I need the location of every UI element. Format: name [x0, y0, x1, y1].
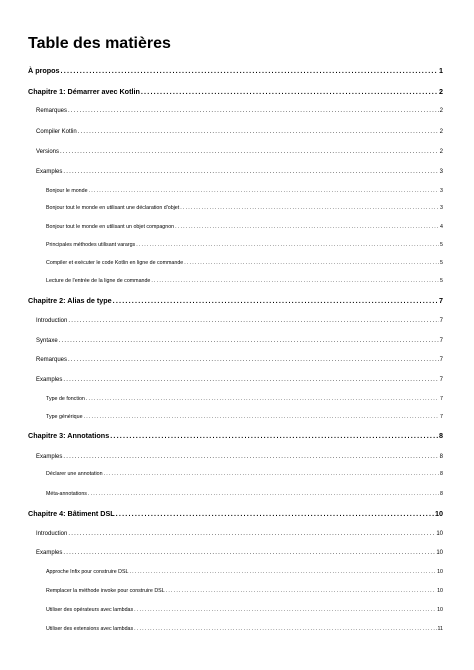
toc-page-number: 8 [440, 491, 443, 497]
toc-entry[interactable] [0, 236, 474, 248]
toc-page-number: 5 [440, 260, 443, 266]
toc-entry-label: Examples [36, 454, 63, 460]
toc-entry[interactable] [0, 390, 474, 402]
toc-entry-label: Principales méthodes utilisant varargs [46, 242, 136, 248]
toc-leader-dots [184, 260, 439, 266]
toc-entry-label: Versions [36, 149, 60, 155]
toc-leader-dots [68, 318, 438, 324]
toc-entry[interactable] [0, 563, 474, 575]
toc-page-number: 5 [440, 278, 443, 284]
toc-entry[interactable] [0, 254, 474, 266]
toc-entry-label: Utiliser des opérateurs avec lambdas [46, 607, 134, 613]
toc-entry-label: Chapitre 2: Alias de type [28, 296, 112, 305]
toc-entry-label: Compiler Kotlin [36, 129, 77, 135]
toc-leader-dots [60, 149, 439, 155]
toc-chapter-entry[interactable] [0, 293, 474, 305]
toc-entry-label: Type générique [46, 414, 83, 420]
toc-leader-dots [68, 357, 439, 363]
toc-page-number: 2 [439, 149, 443, 155]
toc-entry-label: Examples [36, 550, 63, 556]
toc-entry[interactable] [0, 218, 474, 230]
toc-chapter-entry[interactable] [0, 506, 474, 518]
toc-entry[interactable] [0, 582, 474, 594]
toc-entry[interactable] [0, 199, 474, 211]
toc-entry-label: Remarques [36, 357, 68, 363]
toc-entry[interactable] [0, 620, 474, 632]
toc-page-number: 3 [440, 188, 443, 194]
toc-entry[interactable] [0, 163, 474, 175]
toc-page-number: 8 [440, 471, 443, 477]
toc-page-number: 7 [439, 296, 443, 305]
toc-leader-dots [134, 626, 436, 632]
toc-leader-dots [68, 108, 439, 114]
toc-leader-dots [166, 588, 436, 594]
toc-page-number: 2 [439, 129, 443, 135]
toc-entry-label: Chapitre 4: Bâtiment DSL [28, 509, 115, 518]
toc-entry-label: Déclarer une annotation [46, 471, 103, 477]
toc-entry-label: Syntaxe [36, 338, 58, 344]
toc-leader-dots [151, 278, 439, 284]
toc-entry-label: Compiler et exécuter le code Kotlin en ligne de commande [46, 260, 184, 266]
toc-page-number: 10 [437, 588, 443, 594]
toc-leader-dots [113, 296, 438, 305]
toc-page-number: 8 [439, 431, 443, 440]
toc-entry[interactable] [0, 465, 474, 477]
toc-entry-label: Remplacer la méthode invoke pour construire DSL [46, 588, 165, 594]
toc-page-number: 2 [439, 108, 443, 114]
toc-page-number: 11 [437, 626, 443, 632]
toc-leader-dots [110, 431, 438, 440]
toc-entry[interactable] [0, 485, 474, 497]
toc-page-number: 10 [435, 509, 443, 518]
toc-leader-dots [61, 66, 438, 75]
toc-page-number: 3 [439, 169, 443, 175]
toc-chapter-entry[interactable] [0, 63, 474, 75]
toc-page-number: 10 [437, 569, 443, 575]
toc-leader-dots [116, 509, 434, 518]
toc-entry[interactable] [0, 123, 474, 135]
toc-leader-dots [134, 607, 436, 613]
toc-page-number: 3 [440, 205, 443, 211]
toc-page-number: 7 [440, 396, 443, 402]
toc-page-number: 7 [439, 318, 443, 324]
toc-page-number: 5 [440, 242, 443, 248]
toc-page-number: 7 [439, 357, 443, 363]
toc-leader-dots [88, 491, 439, 497]
toc-entry-label: Chapitre 1: Démarrer avec Kotlin [28, 87, 140, 96]
toc-leader-dots [86, 396, 439, 402]
toc-page-number: 4 [440, 224, 443, 230]
toc-entry-label: Examples [36, 377, 63, 383]
toc-leader-dots [104, 471, 440, 477]
page-title: Table des matières [28, 35, 171, 52]
toc-entry-label: Bonjour tout le monde en utilisant un objet compagnon [46, 224, 175, 230]
toc-entry-label: Type de fonction [46, 396, 85, 402]
toc-leader-dots [63, 550, 435, 556]
toc-entry[interactable] [0, 182, 474, 194]
toc-entry-label: Lecture de l'entrée de la ligne de commande [46, 278, 151, 284]
toc-entry[interactable] [0, 448, 474, 460]
toc-chapter-entry[interactable] [0, 428, 474, 440]
toc-entry[interactable] [0, 312, 474, 324]
toc-leader-dots [59, 338, 439, 344]
toc-chapter-entry[interactable] [0, 84, 474, 96]
toc-entry-label: Chapitre 3: Annotations [28, 431, 110, 440]
toc-entry[interactable] [0, 408, 474, 420]
toc-entry-label: Introduction [36, 531, 68, 537]
toc-entry[interactable] [0, 102, 474, 114]
toc-entry-label: Remarques [36, 108, 68, 114]
toc-entry[interactable] [0, 143, 474, 155]
toc-page-number: 8 [439, 454, 443, 460]
toc-page-number: 10 [436, 531, 443, 537]
toc-page-number: 10 [437, 607, 443, 613]
toc-leader-dots [84, 414, 440, 420]
toc-leader-dots [78, 129, 439, 135]
toc-page-number: 2 [439, 87, 443, 96]
toc-entry[interactable] [0, 544, 474, 556]
toc-page-number: 1 [439, 66, 443, 75]
toc-entry[interactable] [0, 332, 474, 344]
toc-entry-label: Méta-annotations [46, 491, 87, 497]
toc-entry[interactable] [0, 272, 474, 284]
toc-entry-label: Introduction [36, 318, 68, 324]
toc-entry[interactable] [0, 525, 474, 537]
toc-leader-dots [63, 169, 438, 175]
toc-page-number: 10 [436, 550, 443, 556]
toc-leader-dots [129, 569, 436, 575]
toc-leader-dots [175, 224, 439, 230]
toc-leader-dots [141, 87, 438, 96]
toc-leader-dots [68, 531, 435, 537]
toc-entry-label: Bonjour tout le monde en utilisant une déclaration d'objet [46, 205, 180, 211]
toc-entry-label: Bonjour le monde [46, 188, 88, 194]
toc-page-number: 7 [439, 338, 443, 344]
toc-entry[interactable] [0, 351, 474, 363]
toc-entry[interactable] [0, 371, 474, 383]
toc-entry-label: Examples [36, 169, 63, 175]
toc-leader-dots [136, 242, 439, 248]
toc-entry-label: À propos [28, 66, 60, 75]
toc-entry[interactable] [0, 601, 474, 613]
toc-leader-dots [89, 188, 440, 194]
toc-leader-dots [63, 377, 438, 383]
toc-page-number: 7 [439, 377, 443, 383]
toc-entry-label: Utiliser des extensions avec lambdas [46, 626, 134, 632]
toc-leader-dots [180, 205, 439, 211]
toc-leader-dots [63, 454, 438, 460]
toc-entry-label: Approche Infix pour construire DSL [46, 569, 129, 575]
toc-page-number: 7 [440, 414, 443, 420]
